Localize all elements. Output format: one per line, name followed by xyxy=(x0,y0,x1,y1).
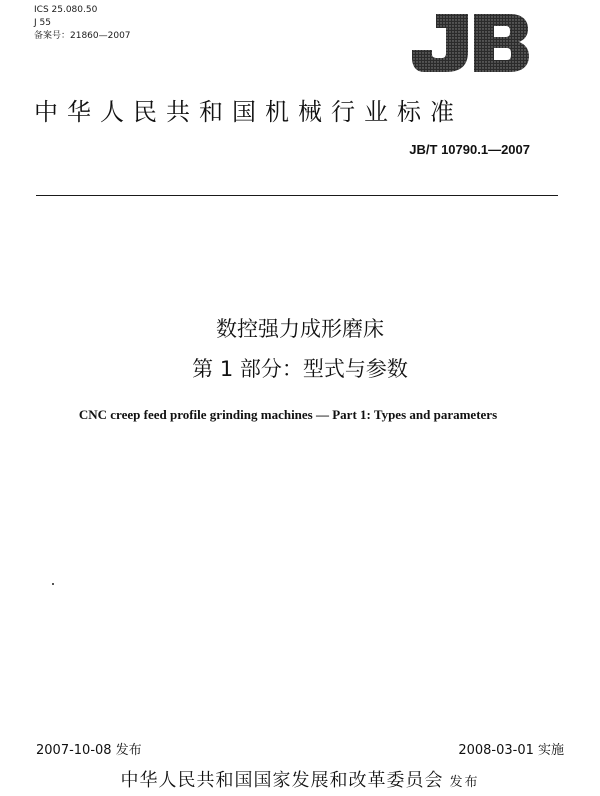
title-cn-line1: 数控强力成形磨床 xyxy=(216,317,384,341)
header-divider xyxy=(36,195,558,196)
standard-type-title: 中华人民共和国机械行业标准 xyxy=(34,98,463,126)
standard-number: JB/T 10790.1—2007 xyxy=(409,142,530,157)
ccs-code: J 55 xyxy=(34,18,51,28)
issuer-name: 中华人民共和国国家发展和改革委员会 xyxy=(120,770,444,791)
scan-speck xyxy=(52,583,54,585)
ics-code: ICS 25.080.50 xyxy=(34,5,98,15)
issue-date: 2007-10-08 发布 xyxy=(36,743,142,758)
issuing-authority xyxy=(0,766,600,792)
filing-number: 备案号：21860—2007 xyxy=(34,31,131,41)
implementation-date: 2008-03-01 实施 xyxy=(458,743,564,758)
title-cn-line2: 第 1 部分：型式与参数 xyxy=(192,357,408,381)
title-en: CNC creep feed profile grinding machines — Part 1: Types and parameters xyxy=(78,407,498,422)
jb-logo xyxy=(410,10,530,74)
issuer-action: 发布 xyxy=(449,775,480,790)
